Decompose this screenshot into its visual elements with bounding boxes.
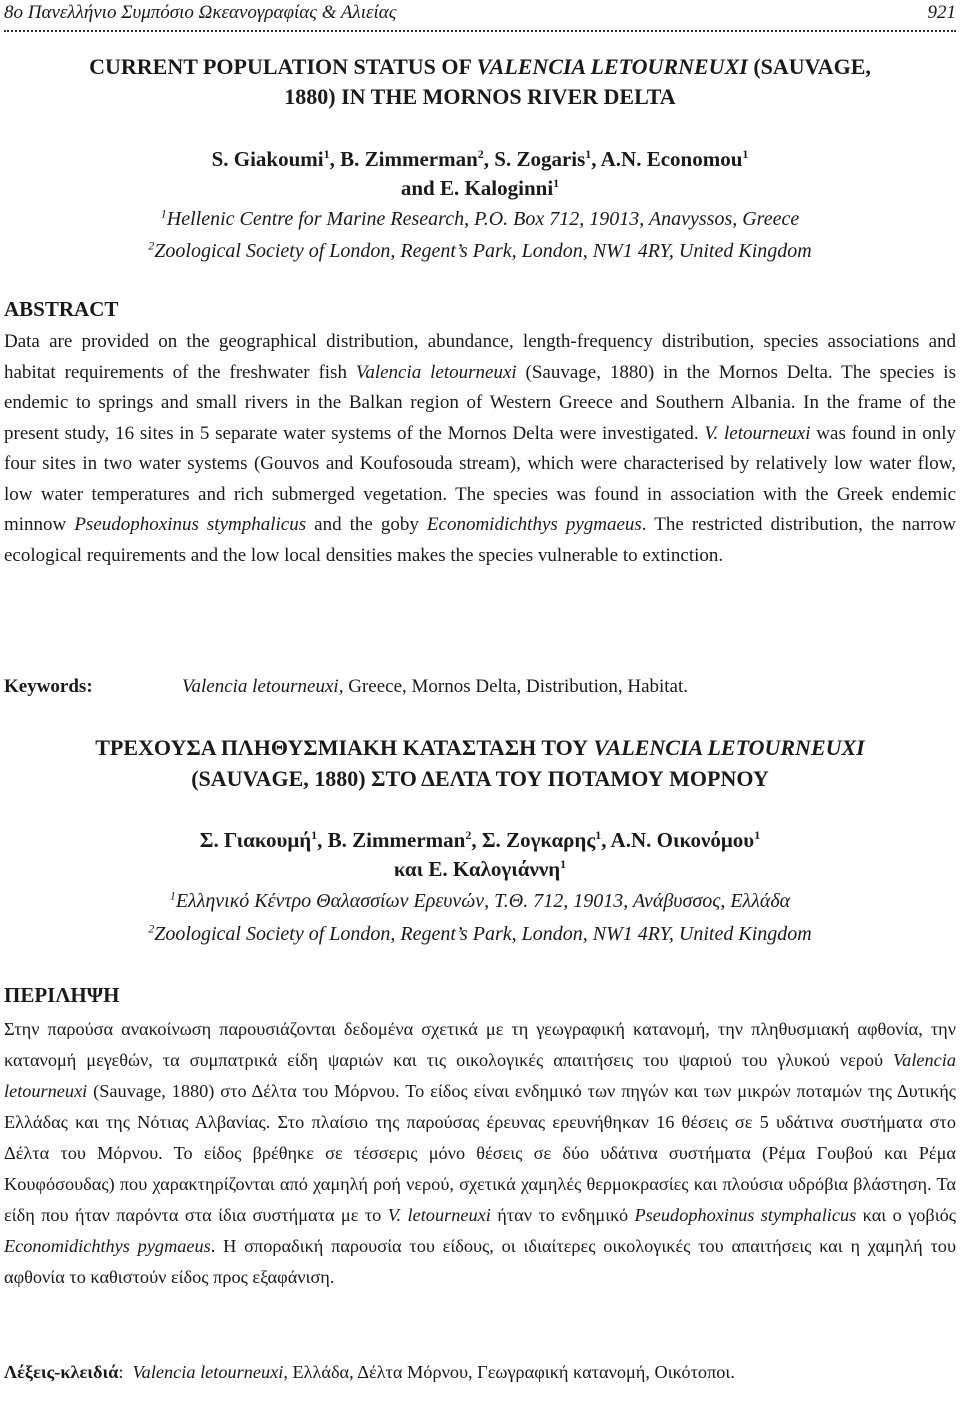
author-name: B. Zimmerman [340, 147, 478, 171]
greek-title-species: VALENCIA LETOURNEUXI [593, 735, 865, 760]
species-name: Valencia letourneuxi [355, 361, 517, 383]
greek-affiliation-1: $^1$Ελληνικό Κέντρο Θαλασσίων Ερευνών, Τ.Θ. 712, 19013, Ανάβυσσος, Ελλάδα [169, 888, 791, 912]
english-authors-line-1: S. Giakoumi$^1$, B. Zimmerman$^2$, S. Zogaris$^1$, A.N. Economou$^1$ [211, 147, 749, 171]
abstract-run: was found in only four sites in two water systems (Gouvos and Koufosouda stream), which were characterised by relatively low water flow, low water temperatures and rich submerged vegetation. The species was found in association with the Greek endemic minnow [4, 422, 957, 535]
keywords-label: Keywords: [4, 676, 93, 697]
species-name: Pseudophoxinus stymphalicus [634, 1205, 857, 1225]
abstract-run: . The restricted distribution, the narrow ecological requirements and the low local densities makes the species vulnerable to extinction. [4, 514, 956, 566]
species-name: V. letourneuxi [387, 1205, 491, 1225]
header-dotted-rule [4, 30, 956, 32]
abstract-text [4, 327, 956, 571]
greek-keywords-label: Λέξεις-κλειδιά [4, 1362, 119, 1382]
author-name: Α.Ν. Οικονόμου [610, 828, 755, 852]
author-name: Σ. Γιακουμή [199, 828, 312, 852]
english-affiliation-2: $^2$Zoological Society of London, Regent’s Park, London, NW1 4RY, United Kingdom [148, 238, 812, 262]
english-authors-line-2: and E. Kaloginni$^1$ [400, 176, 560, 200]
author-name: E. Kaloginni [439, 176, 554, 200]
abstract-run: (Sauvage, 1880) in the Mornos Delta. The species is endemic to springs and small rivers in the Balkan region of Western Greece and Southern Albania. In the frame of the present study, 16 sites in 5 separate water systems of the Mornos Delta were investigated. [4, 361, 956, 444]
abstract-run: ήταν το ενδημικό [490, 1205, 635, 1225]
greek-authors-line-1: Σ. Γιακουμή$^1$, B. Zimmerman$^2$, Σ. Ζογκαρης$^1$, Α.Ν. Οικονόμου$^1$ [199, 828, 761, 852]
english-keywords [4, 672, 689, 702]
author-name: S. Giakoumi [211, 147, 324, 171]
species-name: Pseudophoxinus stymphalicus [74, 514, 307, 535]
conference-name: 8ο Πανελλήνιο Συμπόσιο Ωκεανογραφίας & Αλιείας [4, 2, 397, 23]
abstract-heading: ABSTRACT [4, 297, 119, 321]
greek-abstract-heading: ΠΕΡΙΛΗΨΗ [4, 983, 120, 1007]
author-name: Ε. Καλογιάννη [428, 857, 561, 881]
greek-authors-line-2: και Ε. Καλογιάννη$^1$ [393, 857, 567, 881]
greek-keywords: Λέξεις-κλειδιά: Valencia letourneuxi, Ελλάδα, Δέλτα Μόρνου, Γεωγραφική κατανομή, Οικότοποι. [4, 1362, 735, 1382]
abstract-run: . Η σποραδική παρουσία του είδους, οι ιδιαίτερες οικολογικές του απαιτήσεις και η χαμηλή του αφθονία το καθιστούν είδος προς εξαφάνιση. [4, 1236, 956, 1287]
greek-affiliation-2: $^2$Zoological Society of London, Regent’s Park, London, NW1 4RY, United Kingdom [148, 921, 812, 945]
abstract-run: Στην παρούσα ανακοίνωση παρουσιάζονται δεδομένα σχετικά με τη γεωγραφική κατανομή, την πληθυσμιακή αφθονία, την κατανομή μεγεθών, τα συμπατρικά είδη ψαριών και τις οικολογικές απαιτήσεις του ψαριού του γλυκού νερού [4, 1019, 956, 1070]
abstract-run: και ο γοβιός [856, 1205, 957, 1225]
greek-abstract-text [4, 1014, 956, 1293]
running-header [4, 2, 956, 28]
page-number: 921 [927, 2, 956, 23]
author-name: S. Zogaris [494, 147, 586, 171]
abstract-run: (Sauvage, 1880) στο Δέλτα του Μόρνου. Το είδος είναι ενδημικό των πηγών και των μικρών ποταμών της Δυτικής Ελλάδας και της Νότιας Αλβανίας. Στο πλαίσιο της παρούσας έρευνας ερευνήθηκαν 16 θέσεις σε 5 υδάτινα συστήματα στο Δέλτα του Μόρνου. Το είδος βρέθηκε σε τέσσερις μόνο θέσεις σε δύο υδάτινα συστήματα (Ρέμα Γουβού και Ρέμα Κουφόσουδας) που χαρακτηρίζονται από χαμηλή ροή νερού, σχετικά χαμηλές θερμοκρασίες και πλούσια υδρόβια βλάστηση. Τα είδη που ήταν παρόντα στα ίδια συστήματα με το [4, 1081, 956, 1225]
species-name: V. letourneuxi [704, 422, 811, 444]
author-name: Σ. Ζογκαρης [481, 828, 596, 852]
species-name: Economidichthys pygmaeus [426, 514, 642, 535]
abstract-run: Data are provided on the geographical distribution, abundance, length-frequency distribution, species associations and habitat requirements of the freshwater fish [4, 331, 956, 383]
english-title-line-2: 1880) IN THE MORNOS RIVER DELTA [284, 84, 676, 109]
greek-title-line-1: ΤΡΕΧΟΥΣΑ ΠΛΗΘΥΣΜΙΑΚΗ ΚΑΤΑΣΤΑΣΗ ΤΟΥ VALENCIA LETOURNEUXI [95, 735, 865, 760]
species-name: Valencia letourneuxi [4, 1050, 956, 1101]
english-affiliation-1: $^1$Hellenic Centre for Marine Research, P.O. Box 712, 19013, Anavyssos, Greece [160, 206, 800, 230]
abstract-run: and the goby [306, 514, 427, 535]
author-name: A.N. Economou [600, 147, 743, 171]
english-title-species: VALENCIA LETOURNEUXI [476, 54, 748, 79]
author-name: B. Zimmerman [327, 828, 466, 852]
greek-title-line-2: (SAUVAGE, 1880) ΣΤΟ ΔΕΛΤΑ ΤΟΥ ΠΟΤΑΜΟΥ ΜΟΡΝΟΥ [191, 766, 769, 791]
keywords-list: Valencia letourneuxi, Greece, Mornos Delta, Distribution, Habitat. [182, 676, 689, 697]
english-title-line-1: CURRENT POPULATION STATUS OF VALENCIA LETOURNEUXI (SAUVAGE, [89, 54, 871, 79]
species-name: Economidichthys pygmaeus [4, 1236, 211, 1256]
